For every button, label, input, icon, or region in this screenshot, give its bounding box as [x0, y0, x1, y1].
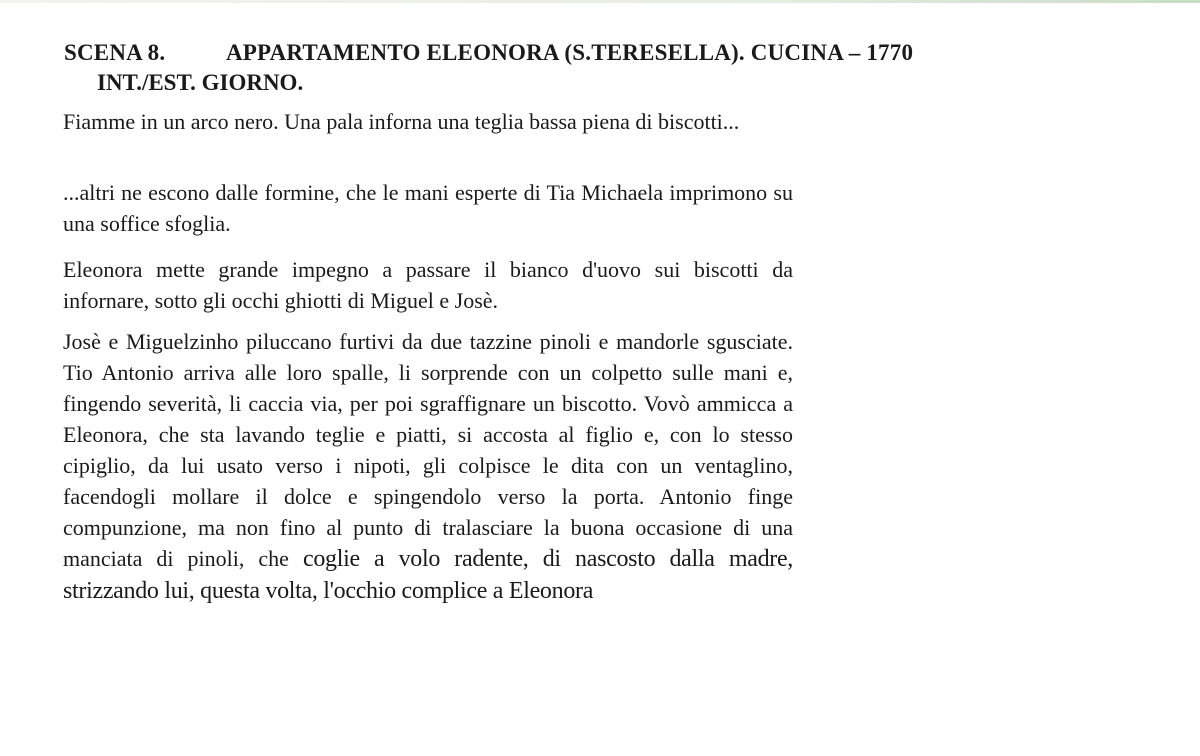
paragraph-1: Fiamme in un arco nero. Una pala inforna una teglia bassa piena di biscotti... — [63, 109, 740, 134]
paragraph-4-main: Josè e Miguelzinho piluccano furtivi da due tazzine pinoli e mandorle sgusciate. Tio Antonio arriva alle loro spalle, li sorprende con un colpetto sulle mani e, fingendo severità, li caccia via, per poi sgraffignare un biscotto. Vovò ammicca a Eleonora, che sta lavando teglie e piatti, si accosta al figlio e, con lo stesso cipiglio, da lui usato verso i nipoti, gli colpisce le dita con un ventaglino, facendogli mollare il dolce e spingendolo verso la porta. Antonio finge compunzione, ma non fino al punto di tralasciare la buona occasione di una manciata di pinoli, che — [63, 329, 793, 571]
paragraph-4 — [63, 326, 793, 607]
scene-location: APPARTAMENTO ELEONORA (S.TERESELLA). CUCINA – 1770 — [226, 40, 914, 65]
paragraph-4-tail: coglie a volo radente, di nascosto dalla madre, strizzando lui, questa volta, l'occhio complice a Eleonora — [63, 546, 794, 604]
paragraph-2: ...altri ne escono dalle formine, che le mani esperte di Tia Michaela imprimono su una soffice sfoglia. — [63, 180, 793, 236]
scan-edge — [0, 0, 1200, 3]
scene-time: INT./EST. GIORNO. — [97, 70, 304, 95]
paragraph-3: Eleonora mette grande impegno a passare il bianco d'uovo sui biscotti da infornare, sotto gli occhi ghiotti di Miguel e Josè. — [63, 257, 793, 313]
script-page — [0, 34, 1200, 634]
scene-heading — [64, 38, 913, 67]
scene-number: SCENA 8. — [64, 40, 166, 65]
